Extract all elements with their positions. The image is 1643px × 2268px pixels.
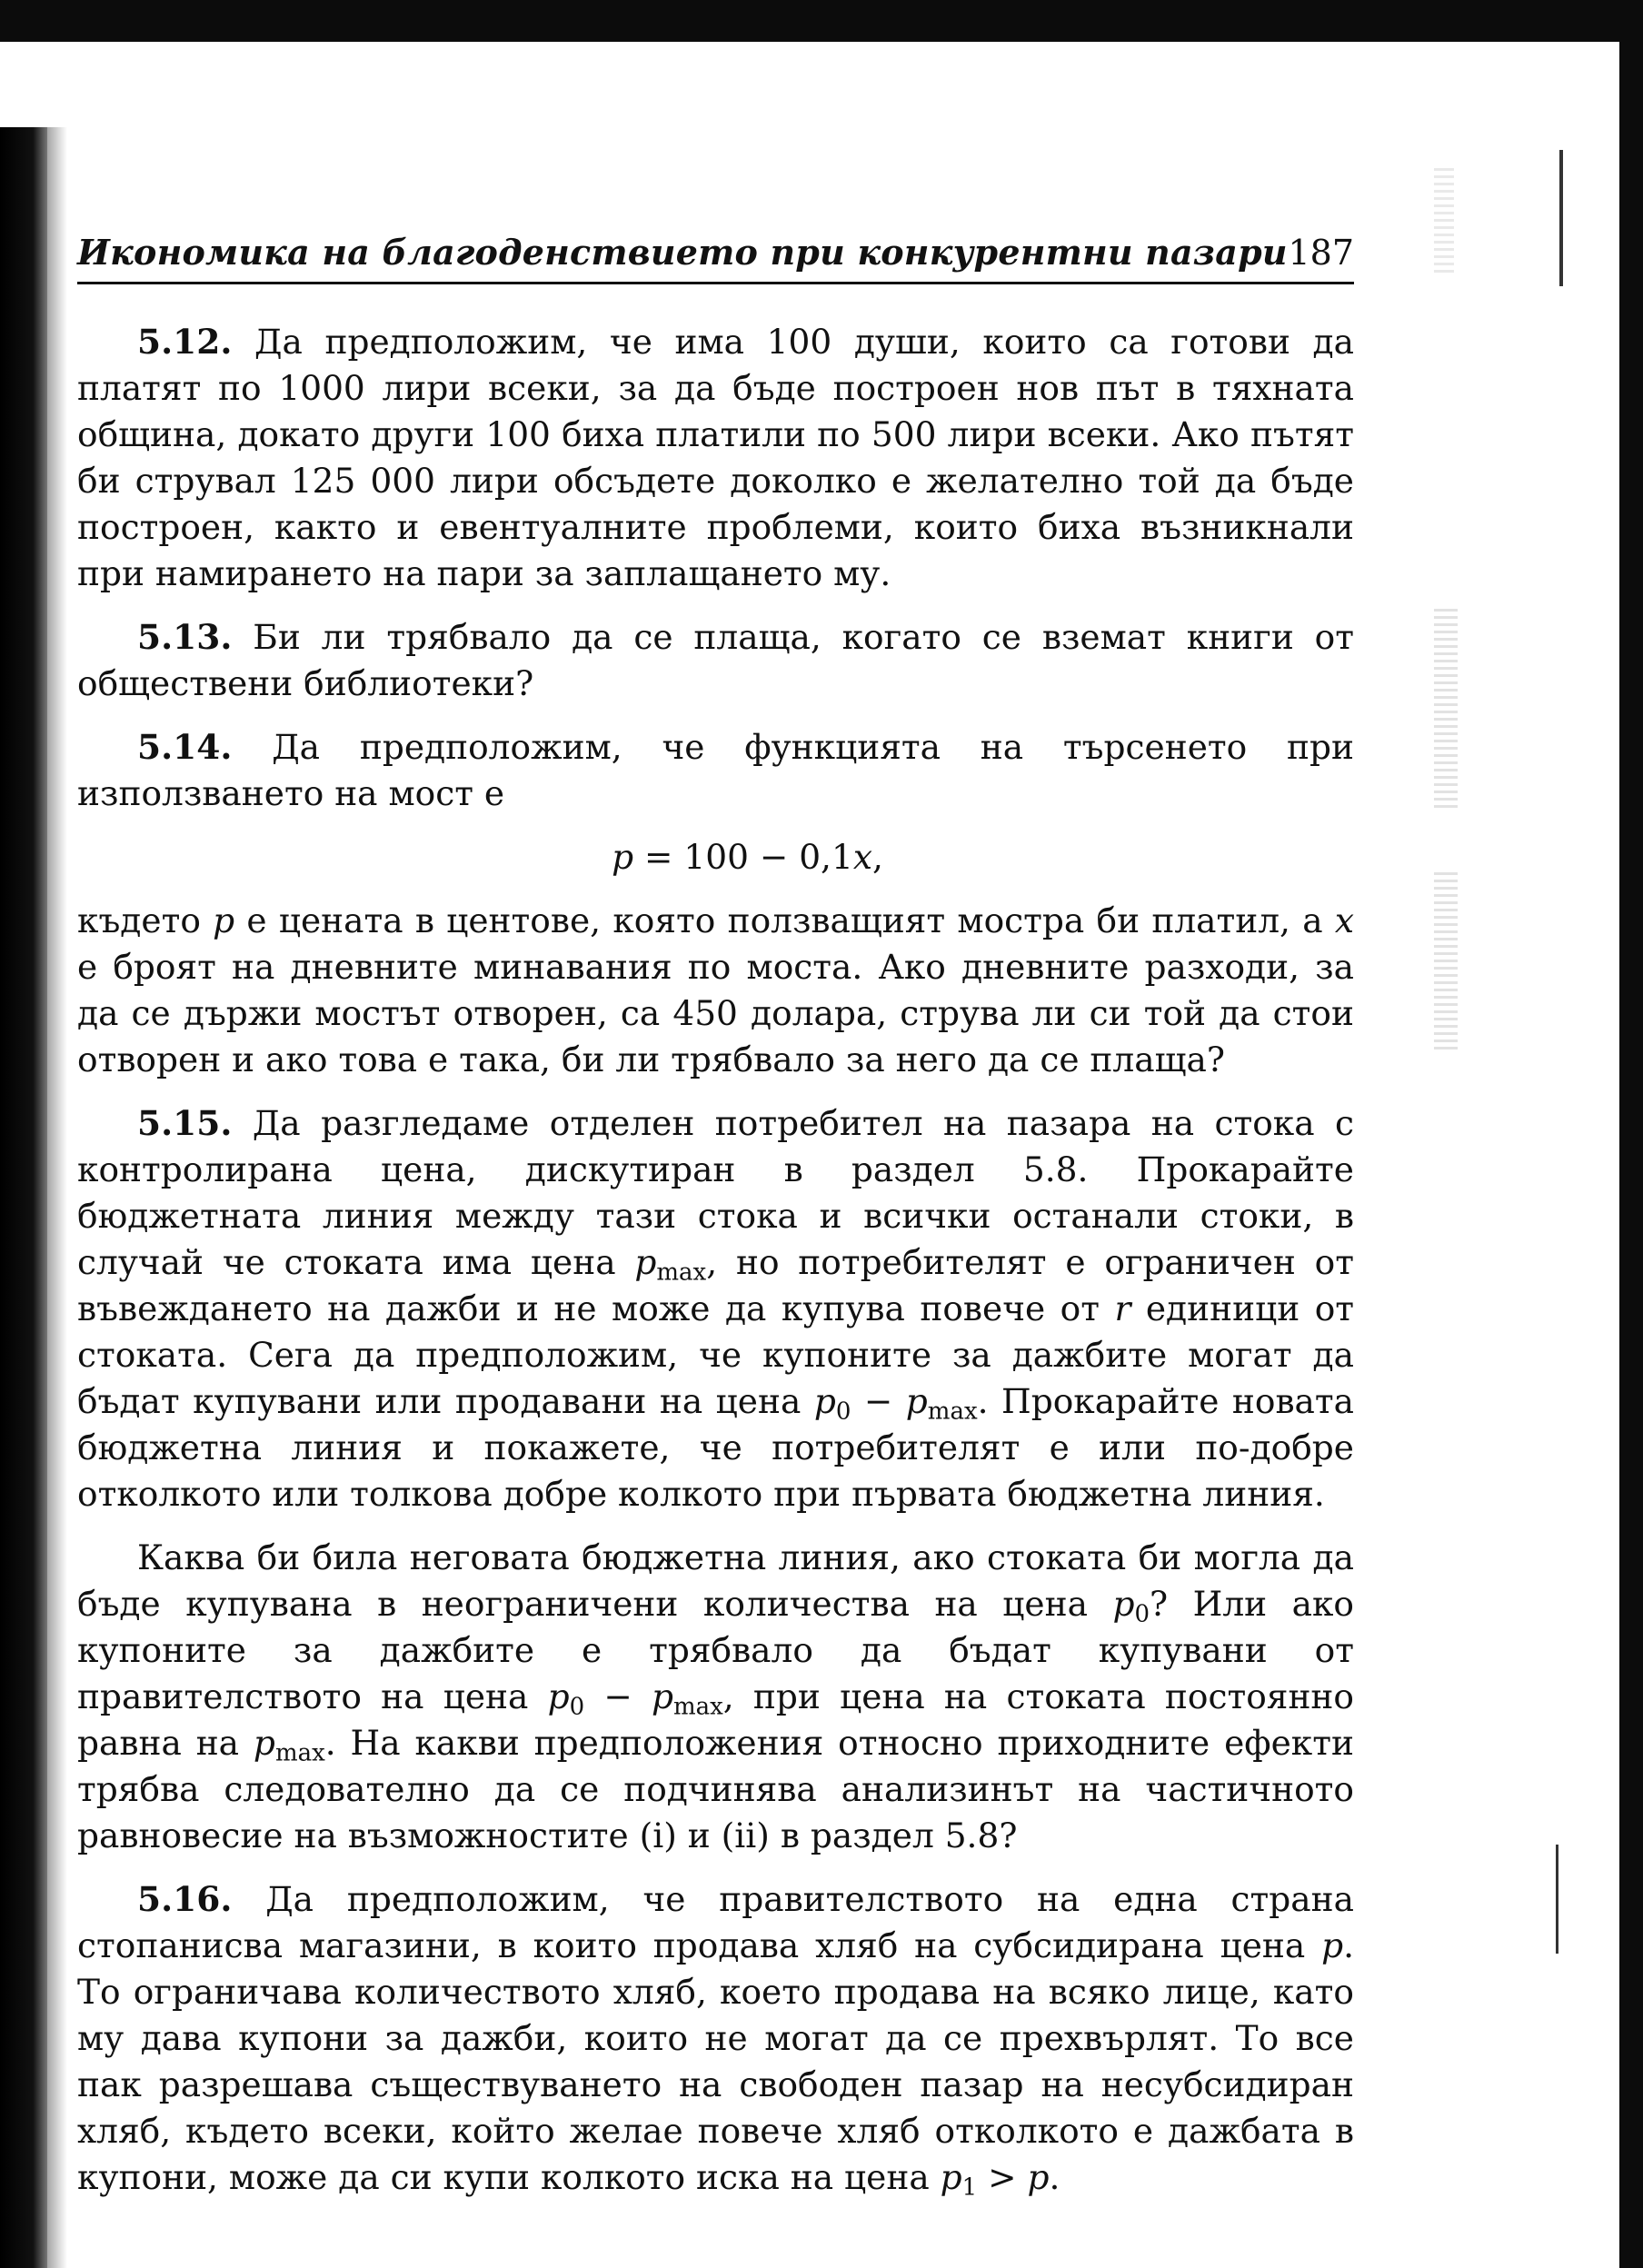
math-var: p [813,1381,836,1421]
book-page [77,227,1354,2218]
text-fragment: е броят на дневните минавания по моста. Ако дневните разходи, за да се държи мостът отворен, са 450 долара, струва ли си той да стои отворен и ако това е така, би ли трябвало за него да се плаща? [77,947,1354,1079]
scan-left-shadow [47,127,67,2268]
math-var: p [547,1676,570,1716]
scan-left-border [0,127,47,2268]
demand-formula [77,834,1354,880]
math-var: p [253,1723,275,1763]
running-head-title: Икономика на благоденствието при конкурентни пазари [77,232,1288,273]
scan-noise [1434,609,1458,809]
problem-number: 5.15. [137,1103,233,1143]
scan-top-border [0,0,1643,42]
text-fragment: , но потребителят е ограничен от въвеждането на дажби и не може да купува повече от [77,1242,1354,1328]
text-fragment: ? Или ако купоните за дажбите е трябвало да бъдат купувани от правителството на цена [77,1584,1354,1716]
math-subscript: 1 [961,2174,978,2202]
math-var: p [651,1676,673,1716]
math-subscript: max [927,1398,978,1426]
text-fragment: . То ограничава количеството хляб, което продава на всяко лице, като му дава купони за дажби, които не могат да се прехвърлят. То все пак разрешава съществуването на свободен пазар на несубсидиран хляб, където всеки, който желае повече хляб отколкото е дажбата в купони, може да си купи колкото иска на цена [77,1925,1355,2197]
problem-number: 5.16. [137,1879,233,1919]
problem-text: Да предположим, че функцията на търсенето при използването на мост е [77,727,1354,813]
problem-5-15 [77,1100,1354,1517]
scan-right-border [1619,0,1643,2268]
math-operator: > [977,2157,1028,2197]
math-var: p [213,900,235,940]
formula-rhs: = 100 − 0,1 [644,837,853,877]
body-text [77,319,1354,2201]
problem-5-13 [77,614,1354,707]
math-subscript: 0 [569,1693,585,1721]
text-fragment: . На какви предположения относно приходните ефекти трябва следователно да се подчинява анализинът на частичното равновесие на възможностите (i) и (ii) в раздел 5.8? [77,1723,1354,1855]
text-fragment: Да предположим, че правителството на една страна стопанисва магазини, в които продава хляб на субсидирана цена [77,1879,1355,1965]
math-subscript: max [656,1258,707,1287]
math-var: p [940,2157,962,2197]
math-subscript: 0 [835,1398,851,1426]
problem-5-14 [77,724,1354,817]
math-operator: − [584,1676,652,1716]
math-var: r [1114,1288,1131,1328]
problem-number: 5.14. [137,727,233,767]
math-var: p [1321,1925,1344,1965]
math-var: p [1112,1584,1135,1624]
text-fragment: Да разгледаме отделен потребител на пазара на стока с контролирана цена, дискутиран в раздел 5.8. Прокарайте бюджетната линия между тази стока и всички останали стоки, в случай че стоката има цена [77,1103,1355,1282]
text-fragment: . Прокарайте новата бюджетна линия и покажете, че потребителят е или по-добре отколкото или толкова добре колкото при първата бюджетна линия. [77,1381,1355,1514]
math-subscript: max [672,1693,723,1721]
problem-5-14-continued [77,898,1354,1083]
problem-5-15-second-paragraph [77,1535,1354,1859]
problem-number: 5.12. [137,322,233,362]
formula-price-var: p [612,837,634,877]
math-subscript: 0 [1134,1600,1150,1628]
text-fragment: където [77,900,201,940]
text-fragment: . [1049,2157,1060,2197]
math-var: p [905,1381,928,1421]
problem-number: 5.13. [137,617,233,657]
problem-5-16 [77,1876,1354,2201]
math-operator: − [851,1381,906,1421]
text-fragment: единици от стоката. Сега да предположим, че купоните за дажбите могат да бъдат купувани или продавани на цена [77,1288,1355,1421]
math-var: p [1027,2157,1050,2197]
text-fragment: Каква би била неговата бюджетна линия, ако стоката би могла да бъде купувана в неограничени количества на цена [77,1537,1354,1624]
problem-text: Би ли трябвало да се плаща, когато се вземат книги от обществени библиотеки? [77,617,1355,703]
scan-noise [1434,872,1458,1054]
math-subscript: max [274,1739,325,1767]
running-head [77,227,1354,284]
text-fragment: , при цена на стоката постоянно равна на [77,1676,1355,1763]
text-fragment: е цената в центове, която ползващият мостра би платил, а [246,900,1323,940]
math-var: x [1334,900,1354,940]
page-number: 187 [1288,233,1354,273]
math-var: p [634,1242,657,1282]
formula-end: , [872,837,883,877]
formula-quantity-var: x [852,837,872,877]
problem-5-12 [77,319,1354,597]
scan-right-edge-mark [1556,1845,1558,1954]
problem-text: Да предположим, че има 100 души, които са готови да платят по 1000 лири всеки, за да бъде построен нов път в тяхната община, докато други 100 биха платили по 500 лири всеки. Ако пътят би струвал 125 000 лири обсъдете доколко е желателно той да бъде построен, както и евентуалните проблеми, които биха възникнали при намирането на пари за заплащането му. [77,322,1355,593]
scan-noise [1434,168,1454,277]
scan-right-edge-mark [1559,150,1563,286]
